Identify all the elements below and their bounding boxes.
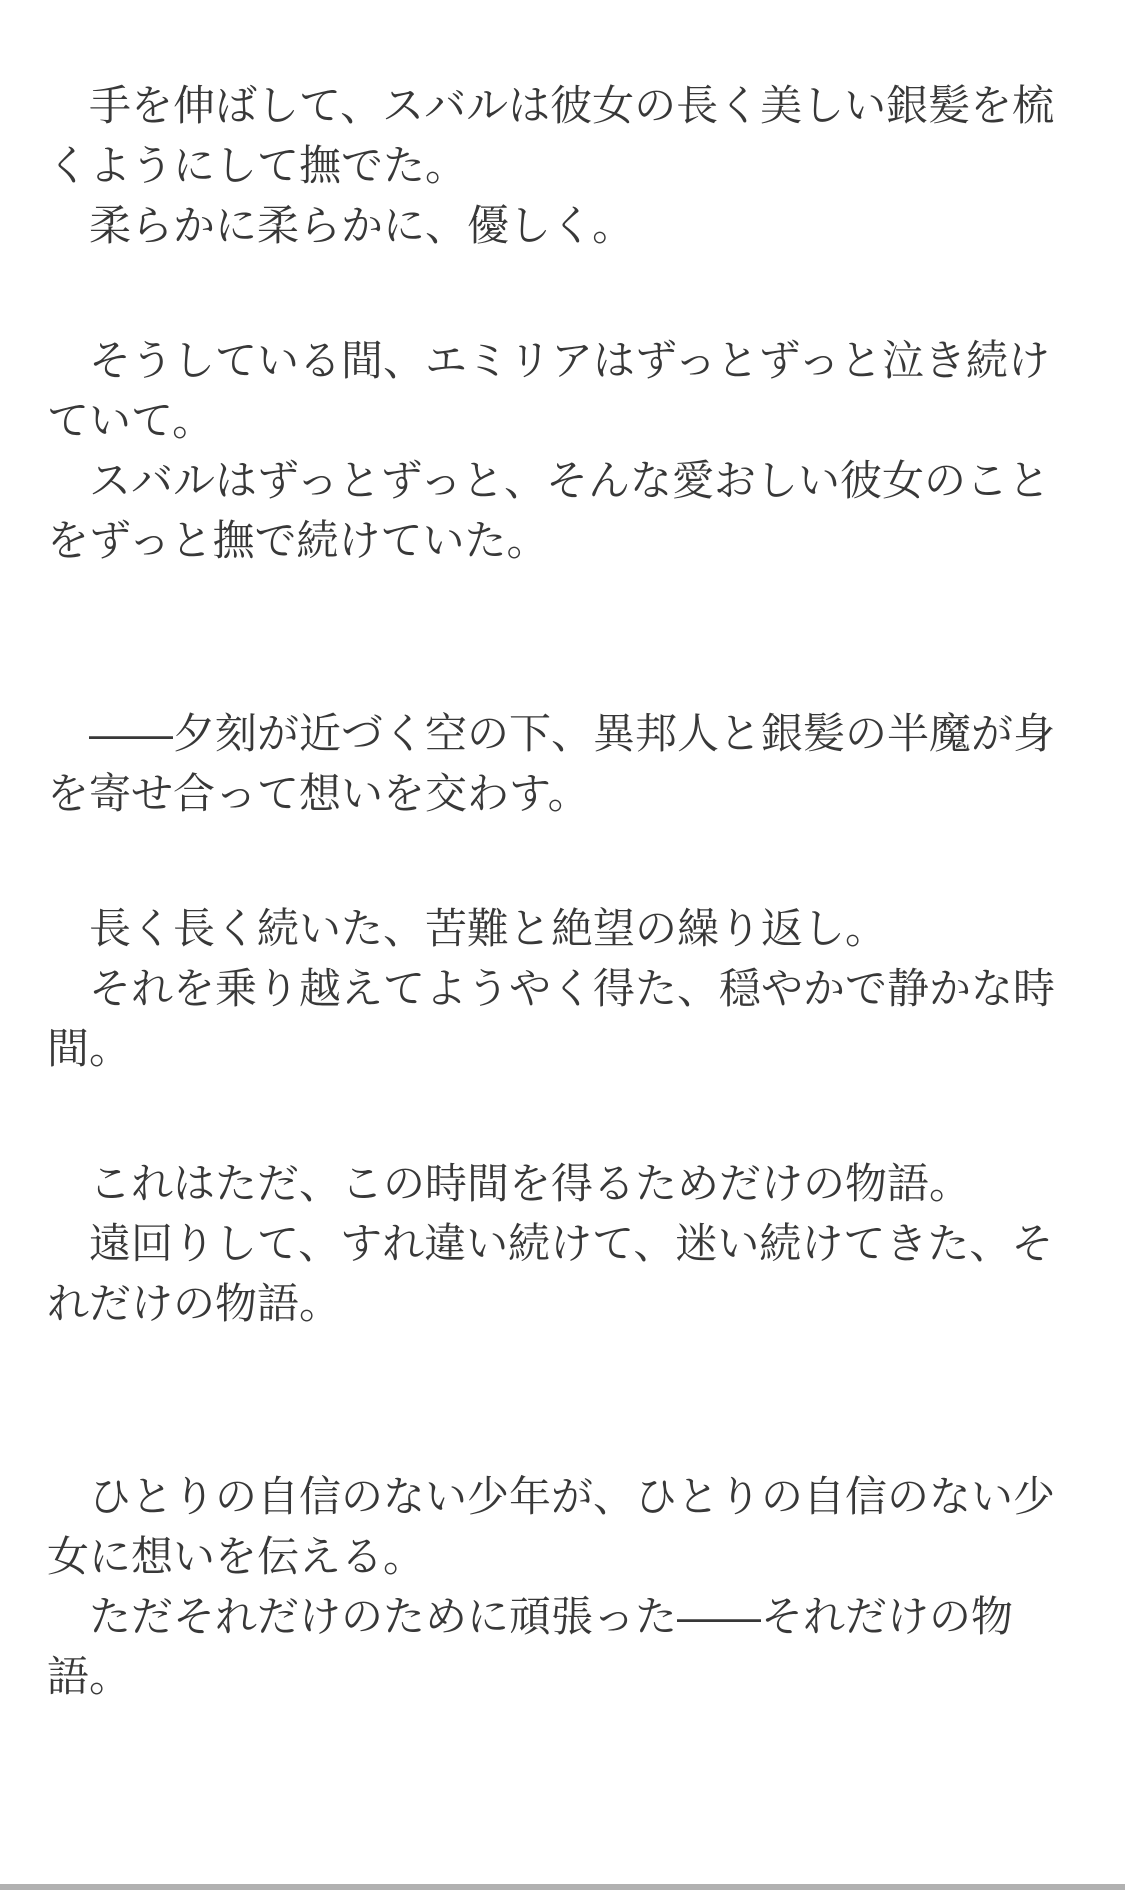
blank-lines: [47, 571, 1055, 704]
text-line: ていて。: [47, 397, 215, 444]
text-line: ――夕刻が近づく空の下、異邦人と銀髪の半魔が身: [47, 710, 1056, 757]
text-line: 柔らかに柔らかに、優しく。: [47, 202, 635, 249]
text-line: 遠回りして、すれ違い続けて、迷い続けてきた、そ: [47, 1220, 1054, 1267]
text-line: れだけの物語。: [47, 1280, 342, 1327]
text-line: 長く長く続いた、苦難と絶望の繰り返し。: [47, 905, 888, 952]
text-line: 語。: [47, 1653, 132, 1700]
blank-line: [47, 1079, 1055, 1154]
text-line: 手を伸ばして、スバルは彼女の長く美しい銀髪を梳: [47, 82, 1055, 129]
blank-line: [47, 824, 1055, 899]
text-line: くようにして撫でた。: [47, 142, 468, 189]
text-line: ひとりの自信のない少年が、ひとりの自信のない少: [47, 1473, 1056, 1520]
text-line: を寄せ合って想いを交わす。: [47, 770, 590, 817]
bottom-divider-bar: [0, 1884, 1125, 1890]
text-line: そうしている間、エミリアはずっとずっと泣き続け: [47, 337, 1050, 384]
chapter-text[interactable]: [47, 76, 1055, 1707]
blank-line: [47, 256, 1055, 331]
text-line: をずっと撫で続けていた。: [47, 517, 549, 564]
text-line: 間。: [47, 1025, 132, 1072]
text-line: それを乗り越えてようやく得た、穏やかで静かな時: [47, 965, 1056, 1012]
blank-lines: [47, 1334, 1055, 1467]
text-line: 女に想いを伝える。: [47, 1533, 426, 1580]
text-line: これはただ、この時間を得るためだけの物語。: [47, 1160, 972, 1207]
text-line: ただそれだけのために頑張った――それだけの物: [47, 1593, 1014, 1640]
text-line: スバルはずっとずっと、そんな愛おしい彼女のこと: [47, 457, 1050, 504]
